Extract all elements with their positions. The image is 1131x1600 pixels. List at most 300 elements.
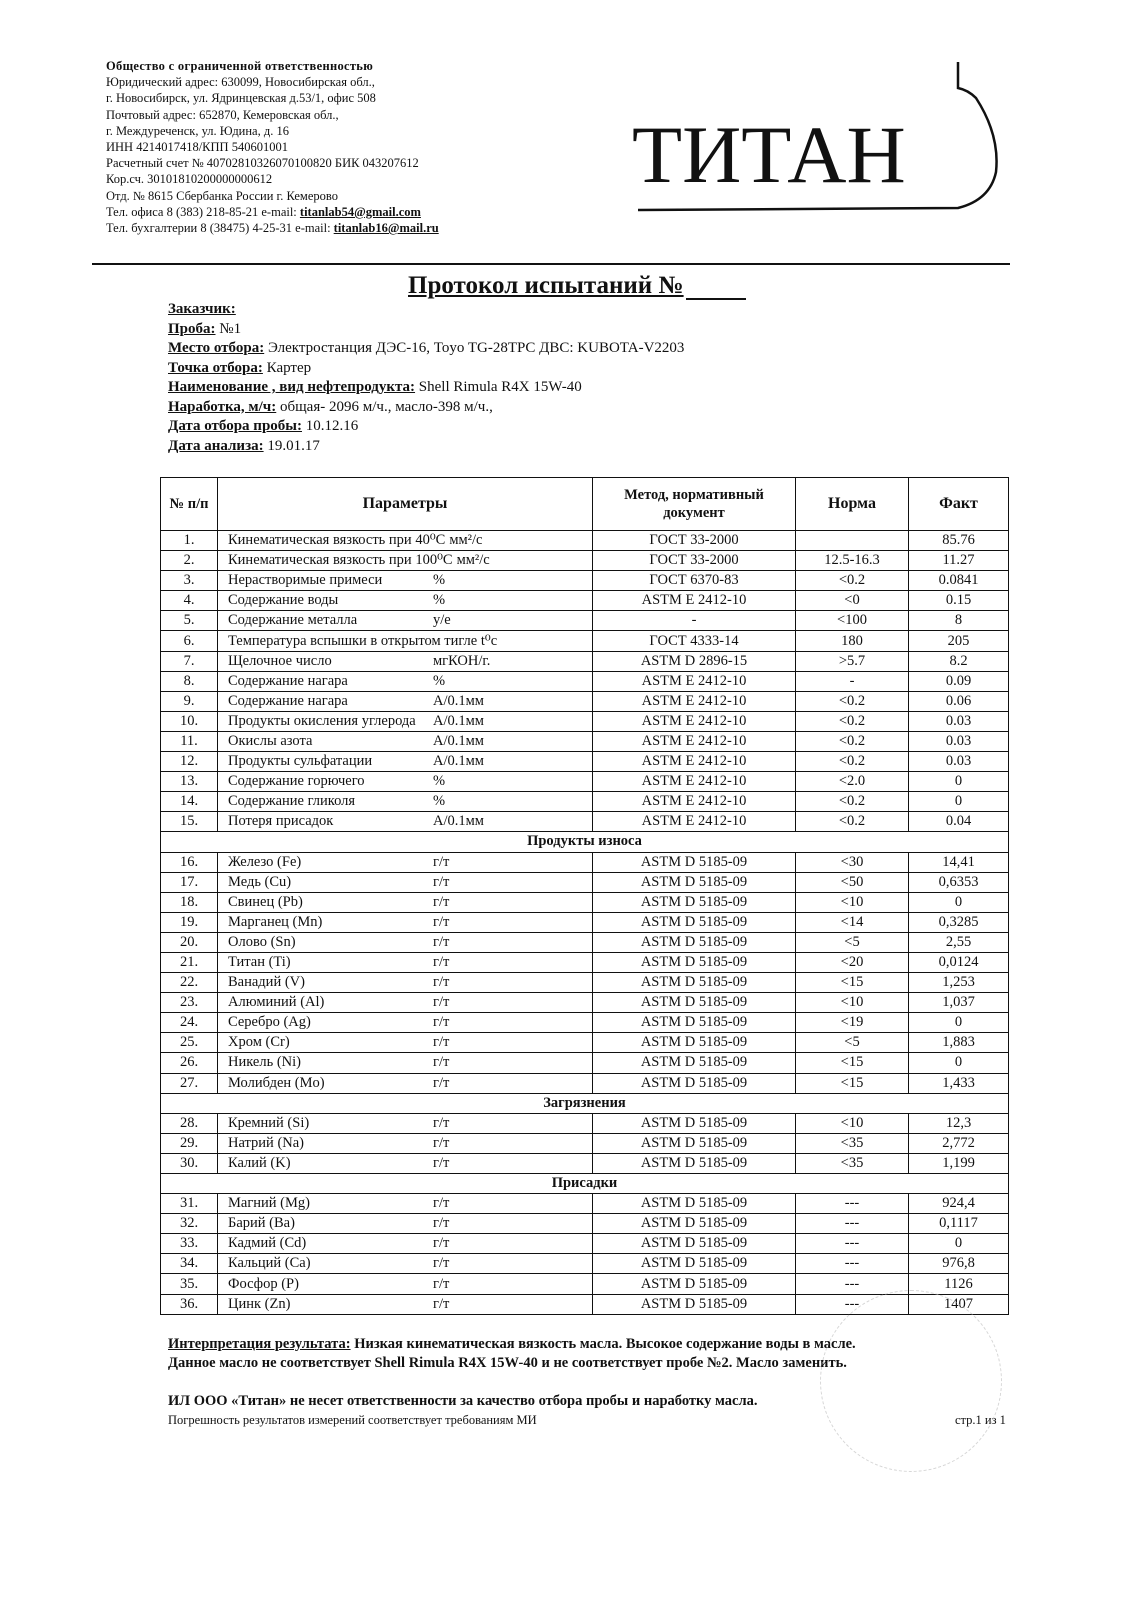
parameter-cell (218, 1073, 593, 1093)
parameter-name: Фосфор (P) (228, 1275, 299, 1292)
row-number: 10. (161, 711, 218, 731)
office-contact (106, 204, 576, 220)
customer-label: Заказчик: (168, 301, 236, 317)
product-value: Shell Rimula R4X 15W-40 (415, 379, 582, 395)
parameter-unit: г/т (433, 1074, 450, 1091)
table-row (161, 752, 1009, 772)
place-line (168, 339, 684, 359)
fact-cell: 924,4 (909, 1194, 1009, 1214)
product-label: Наименование , вид нефтепродукта: (168, 379, 416, 395)
norm-cell: <0.2 (796, 731, 909, 751)
row-number: 9. (161, 691, 218, 711)
row-number: 12. (161, 752, 218, 772)
row-number: 26. (161, 1053, 218, 1073)
parameter-name: Молибден (Mo) (228, 1074, 325, 1091)
row-number: 4. (161, 591, 218, 611)
parameter-name: Свинец (Pb) (228, 893, 303, 910)
parameter-unit: А/0.1мм (433, 712, 484, 729)
company-line: Общество с ограниченной ответственностью (106, 59, 374, 73)
parameter-cell (218, 1234, 593, 1254)
interpretation (168, 1335, 856, 1372)
office-email-link[interactable]: titanlab54@gmail.com (299, 204, 421, 219)
header-num: № п/п (161, 478, 218, 531)
row-number: 7. (161, 651, 218, 671)
row-number: 20. (161, 932, 218, 952)
section-row (161, 832, 1009, 852)
table-row (161, 952, 1009, 972)
parameter-unit: мм²/с (456, 552, 490, 569)
table-header-row (161, 478, 1009, 531)
hours-value: общая- 2096 м/ч., масло-398 м/ч., (276, 398, 493, 415)
parameter-cell (218, 772, 593, 792)
norm-cell: <15 (796, 1053, 909, 1073)
point-label: Точка отбора: (168, 359, 263, 376)
row-number: 36. (161, 1294, 218, 1314)
parameter-name: Барий (Ba) (228, 1215, 295, 1232)
norm-cell: <0.2 (796, 792, 909, 812)
norm-cell: <50 (796, 872, 909, 892)
table-row (161, 531, 1009, 551)
sample-label: Проба: (168, 320, 216, 337)
norm-cell: <14 (796, 912, 909, 932)
table-row (161, 691, 1009, 711)
method-cell: ASTM D 5185-09 (593, 892, 796, 912)
parameter-unit: % (433, 572, 446, 589)
norm-cell: <0.2 (796, 691, 909, 711)
protocol-title-text: Протокол испытаний № (408, 272, 684, 299)
interpretation-label: Интерпретация результата: (168, 1336, 351, 1352)
place-value: Электростанция ДЭС-16, Toyo TG-28TPC ДВС: KUBOTA-V2203 (264, 340, 685, 356)
parameter-unit: А/0.1мм (433, 692, 484, 709)
parameter-cell (218, 1153, 593, 1173)
method-cell: ASTM D 5185-09 (593, 993, 796, 1013)
fact-cell: 1,199 (909, 1153, 1009, 1173)
norm-cell: <2.0 (796, 772, 909, 792)
parameter-cell (218, 1254, 593, 1274)
norm-cell: <5 (796, 1033, 909, 1053)
method-cell: ГОСТ 6370-83 (593, 571, 796, 591)
table-row (161, 1234, 1009, 1254)
parameter-cell (218, 993, 593, 1013)
norm-cell: --- (796, 1214, 909, 1234)
table-row (161, 671, 1009, 691)
table-row (161, 772, 1009, 792)
method-cell: ASTM E 2412-10 (593, 772, 796, 792)
row-number: 33. (161, 1234, 218, 1254)
table-row (161, 872, 1009, 892)
norm-cell: <30 (796, 852, 909, 872)
method-cell: ASTM D 5185-09 (593, 1133, 796, 1153)
parameter-cell (218, 1194, 593, 1214)
fact-cell: 85.76 (909, 531, 1009, 551)
row-number: 15. (161, 812, 218, 832)
parameter-cell (218, 651, 593, 671)
row-number: 27. (161, 1073, 218, 1093)
stamp-mark (820, 1290, 1002, 1472)
header-params: Параметры (218, 478, 593, 531)
row-number: 25. (161, 1033, 218, 1053)
norm-cell: --- (796, 1234, 909, 1254)
table-row (161, 912, 1009, 932)
section-title: Присадки (161, 1174, 1009, 1194)
method-cell: ASTM E 2412-10 (593, 711, 796, 731)
product-line (168, 378, 684, 398)
parameter-unit: г/т (433, 1154, 450, 1171)
method-cell: ASTM D 5185-09 (593, 1194, 796, 1214)
table-row (161, 651, 1009, 671)
norm-cell: <35 (796, 1153, 909, 1173)
method-cell: ASTM D 5185-09 (593, 852, 796, 872)
row-number: 24. (161, 1013, 218, 1033)
table-row (161, 812, 1009, 832)
section-title: Продукты износа (161, 832, 1009, 852)
method-cell: ASTM E 2412-10 (593, 731, 796, 751)
fact-cell: 1,037 (909, 993, 1009, 1013)
parameter-name: Кремний (Si) (228, 1114, 310, 1131)
parameter-cell (218, 551, 593, 571)
method-cell: ASTM D 2896-15 (593, 651, 796, 671)
parameter-unit: % (433, 672, 446, 689)
parameter-cell (218, 691, 593, 711)
accounting-email-link[interactable]: titanlab16@mail.ru (333, 221, 439, 236)
titan-logo-graphic (628, 60, 1028, 220)
norm-cell: --- (796, 1194, 909, 1214)
table-row (161, 551, 1009, 571)
analysis-date-line (168, 437, 684, 457)
header-method: Метод, нормативный документ (593, 478, 796, 531)
protocol-number-blank (686, 298, 746, 300)
sampling-date-line (168, 417, 684, 437)
row-number: 23. (161, 993, 218, 1013)
fact-cell: 0 (909, 1013, 1009, 1033)
header-norm: Норма (796, 478, 909, 531)
company-line: Кор.сч. 30101810200000000612 (106, 172, 273, 187)
fact-cell: 8 (909, 611, 1009, 631)
method-cell: ASTM D 5185-09 (593, 1073, 796, 1093)
parameter-unit: г/т (433, 974, 450, 991)
table-row (161, 993, 1009, 1013)
office-phone: Тел. офиса 8 (383) 218-85-21 e-mail: (106, 204, 300, 219)
norm-cell: - (796, 671, 909, 691)
parameter-name: Содержание нагара (228, 692, 348, 709)
norm-cell: <10 (796, 892, 909, 912)
table-row (161, 611, 1009, 631)
parameter-cell (218, 731, 593, 751)
row-number: 29. (161, 1133, 218, 1153)
company-line: ИНН 4214017418/КПП 540601001 (106, 140, 288, 155)
parameter-unit: мгКОН/г. (433, 652, 491, 669)
parameter-cell (218, 1113, 593, 1133)
fact-cell: 0.09 (909, 671, 1009, 691)
page-number: стр.1 из 1 (955, 1413, 1006, 1427)
fact-cell: 2,55 (909, 932, 1009, 952)
method-cell: ASTM E 2412-10 (593, 691, 796, 711)
row-number: 35. (161, 1274, 218, 1294)
row-number: 17. (161, 872, 218, 892)
parameter-unit: А/0.1мм (433, 813, 484, 830)
sample-value: №1 (215, 320, 242, 337)
parameter-name: Олово (Sn) (228, 933, 296, 950)
parameter-cell (218, 711, 593, 731)
header-fact: Факт (909, 478, 1009, 531)
norm-cell: <0.2 (796, 812, 909, 832)
norm-cell: <15 (796, 973, 909, 993)
parameter-cell (218, 1133, 593, 1153)
parameter-name: Медь (Cu) (228, 873, 292, 890)
parameter-name: Щелочное число (228, 652, 332, 669)
accuracy-note: Погрешность результатов измерений соответствует требованиям МИ (168, 1413, 537, 1427)
fact-cell: 0 (909, 1234, 1009, 1254)
parameter-cell (218, 872, 593, 892)
method-cell: ASTM D 5185-09 (593, 872, 796, 892)
interpretation-line-2: Данное масло не соответствует Shell Rimula R4X 15W-40 и не соответствует пробе №2. Масло заменить. (168, 1354, 847, 1371)
fact-cell: 0,0124 (909, 952, 1009, 972)
norm-cell: --- (796, 1274, 909, 1294)
results-table (160, 477, 1009, 1315)
fact-cell: 0.04 (909, 812, 1009, 832)
norm-cell: <5 (796, 932, 909, 952)
norm-cell: <0.2 (796, 711, 909, 731)
parameter-name: Титан (Ti) (228, 954, 291, 971)
parameter-name: Хром (Cr) (228, 1034, 290, 1051)
titan-logo (628, 60, 1028, 220)
interpretation-line-1 (168, 1335, 856, 1354)
parameter-unit: г/т (433, 954, 450, 971)
norm-cell: <20 (796, 952, 909, 972)
parameter-cell (218, 1274, 593, 1294)
parameter-cell (218, 752, 593, 772)
protocol-title (408, 272, 746, 300)
parameter-cell (218, 1033, 593, 1053)
fact-cell: 0 (909, 792, 1009, 812)
company-details (106, 58, 576, 236)
parameter-name: Содержание нагара (228, 672, 348, 689)
parameter-unit: г/т (433, 933, 450, 950)
fact-cell: 0 (909, 892, 1009, 912)
fact-cell: 0.03 (909, 752, 1009, 772)
hours-label: Наработка, м/ч: (168, 398, 277, 415)
method-cell: ASTM D 5185-09 (593, 1033, 796, 1053)
customer-line (168, 300, 684, 320)
fact-cell: 1407 (909, 1294, 1009, 1314)
fact-cell: 12,3 (909, 1113, 1009, 1133)
row-number: 6. (161, 631, 218, 651)
norm-cell (796, 531, 909, 551)
method-cell: ASTM D 5185-09 (593, 1153, 796, 1173)
table-row (161, 1194, 1009, 1214)
method-cell: ГОСТ 33-2000 (593, 531, 796, 551)
table-row (161, 631, 1009, 651)
parameter-unit: г/т (433, 893, 450, 910)
method-cell: ASTM D 5185-09 (593, 1013, 796, 1033)
parameter-unit: г/т (433, 1195, 450, 1212)
table-row (161, 1013, 1009, 1033)
fact-cell: 976,8 (909, 1254, 1009, 1274)
company-line: г. Новосибирск, ул. Ядринцевская д.53/1, офис 508 (106, 91, 376, 106)
parameter-cell (218, 912, 593, 932)
parameter-name: Калий (K) (228, 1154, 291, 1171)
parameter-unit: г/т (433, 1215, 450, 1232)
parameter-cell (218, 812, 593, 832)
norm-cell: <35 (796, 1133, 909, 1153)
table-row (161, 711, 1009, 731)
parameter-unit: г/т (433, 1235, 450, 1252)
parameter-name: Окислы азота (228, 732, 313, 749)
parameter-unit: % (433, 773, 446, 790)
row-number: 5. (161, 611, 218, 631)
table-row (161, 1033, 1009, 1053)
row-number: 11. (161, 731, 218, 751)
norm-cell: <0 (796, 591, 909, 611)
fact-cell: 11.27 (909, 551, 1009, 571)
row-number: 16. (161, 852, 218, 872)
parameter-name: Продукты окисления углерода (228, 712, 416, 729)
sample-line (168, 320, 684, 340)
analysis-date-value: 19.01.17 (263, 437, 320, 454)
table-row (161, 792, 1009, 812)
row-number: 31. (161, 1194, 218, 1214)
fact-cell: 0 (909, 772, 1009, 792)
parameter-unit: г/т (433, 1054, 450, 1071)
table-row (161, 1214, 1009, 1234)
fact-cell: 205 (909, 631, 1009, 651)
parameter-cell (218, 571, 593, 591)
table-row (161, 571, 1009, 591)
parameter-unit: % (433, 592, 446, 609)
parameter-name: Цинк (Zn) (228, 1295, 291, 1312)
header-divider (92, 263, 1010, 265)
fact-cell: 0.0841 (909, 571, 1009, 591)
parameter-name: Железо (Fe) (228, 853, 302, 870)
norm-cell: <19 (796, 1013, 909, 1033)
parameter-unit: г/т (433, 1034, 450, 1051)
parameter-name: Кальций (Ca) (228, 1255, 311, 1272)
row-number: 14. (161, 792, 218, 812)
parameter-cell (218, 973, 593, 993)
hours-line (168, 398, 684, 418)
accounting-phone: Тел. бухгалтерии 8 (38475) 4-25-31 e-mail: (106, 221, 334, 236)
parameter-unit: г/т (433, 1134, 450, 1151)
method-cell: ASTM E 2412-10 (593, 591, 796, 611)
parameter-unit: г/т (433, 1114, 450, 1131)
fact-cell: 8.2 (909, 651, 1009, 671)
table-row (161, 932, 1009, 952)
fact-cell: 0.03 (909, 711, 1009, 731)
method-cell: ASTM E 2412-10 (593, 752, 796, 772)
parameter-cell (218, 1294, 593, 1314)
parameter-unit: % (433, 793, 446, 810)
parameter-name: Магний (Mg) (228, 1195, 310, 1212)
parameter-name: Алюминий (Al) (228, 994, 325, 1011)
fact-cell: 1,253 (909, 973, 1009, 993)
fact-cell: 0.15 (909, 591, 1009, 611)
parameter-name: Содержание металла (228, 612, 358, 629)
parameter-cell (218, 591, 593, 611)
fact-cell: 0,3285 (909, 912, 1009, 932)
parameter-name: Серебро (Ag) (228, 1014, 311, 1031)
row-number: 18. (161, 892, 218, 912)
disclaimer: ИЛ ООО «Титан» не несет ответственности за качество отбора пробы и наработку масла. (168, 1393, 758, 1409)
norm-cell: --- (796, 1294, 909, 1314)
method-cell: ASTM D 5185-09 (593, 1214, 796, 1234)
row-number: 21. (161, 952, 218, 972)
sampling-date-label: Дата отбора пробы: (168, 418, 302, 434)
fact-cell: 1,883 (909, 1033, 1009, 1053)
fact-cell: 0 (909, 1053, 1009, 1073)
section-title: Загрязнения (161, 1093, 1009, 1113)
method-cell: ASTM D 5185-09 (593, 973, 796, 993)
parameter-name: Никель (Ni) (228, 1054, 301, 1071)
parameter-cell (218, 1013, 593, 1033)
parameter-unit: А/0.1мм (433, 732, 484, 749)
interpretation-text-1: Низкая кинематическая вязкость масла. Высокое содержание воды в масле. (350, 1336, 856, 1352)
row-number: 3. (161, 571, 218, 591)
method-cell: ASTM D 5185-09 (593, 912, 796, 932)
fact-cell: 14,41 (909, 852, 1009, 872)
parameter-cell (218, 1214, 593, 1234)
method-cell: ASTM D 5185-09 (593, 1274, 796, 1294)
norm-cell: <10 (796, 1113, 909, 1133)
parameter-unit: г/т (433, 1014, 450, 1031)
table-row (161, 1274, 1009, 1294)
norm-cell: --- (796, 1254, 909, 1274)
table-row (161, 1133, 1009, 1153)
sample-info (168, 300, 684, 456)
parameter-unit: г/т (433, 853, 450, 870)
parameter-name: Кинематическая вязкость при 40⁰С (228, 532, 446, 549)
method-cell: ASTM E 2412-10 (593, 812, 796, 832)
parameter-unit: А/0.1мм (433, 753, 484, 770)
method-cell: ASTM D 5185-09 (593, 1294, 796, 1314)
parameter-name: Содержание горючего (228, 773, 365, 790)
parameter-unit: г/т (433, 994, 450, 1011)
table-row (161, 1254, 1009, 1274)
table-row (161, 1113, 1009, 1133)
fact-cell: 1126 (909, 1274, 1009, 1294)
norm-cell: <100 (796, 611, 909, 631)
method-cell: ASTM D 5185-09 (593, 1234, 796, 1254)
fact-cell: 0,6353 (909, 872, 1009, 892)
method-cell: ASTM D 5185-09 (593, 1113, 796, 1133)
parameter-cell (218, 852, 593, 872)
analysis-date-label: Дата анализа: (168, 437, 264, 454)
method-cell: ASTM D 5185-09 (593, 932, 796, 952)
logo-text: ТИТАН (632, 109, 906, 200)
table-row (161, 1053, 1009, 1073)
company-line: Отд. № 8615 Сбербанка России г. Кемерово (106, 188, 338, 203)
row-number: 19. (161, 912, 218, 932)
table-row (161, 1073, 1009, 1093)
parameter-name: Потеря присадок (228, 813, 334, 830)
parameter-unit: г/т (433, 1255, 450, 1272)
fact-cell: 1,433 (909, 1073, 1009, 1093)
method-cell: ГОСТ 4333-14 (593, 631, 796, 651)
row-number: 32. (161, 1214, 218, 1234)
row-number: 13. (161, 772, 218, 792)
parameter-name: Нерастворимые примеси (228, 572, 383, 589)
norm-cell: <10 (796, 993, 909, 1013)
parameter-name: Кинематическая вязкость при 100⁰С (228, 552, 453, 569)
parameter-name: Продукты сульфатации (228, 753, 373, 770)
norm-cell: <15 (796, 1073, 909, 1093)
point-line (168, 359, 684, 379)
fact-cell: 2,772 (909, 1133, 1009, 1153)
parameter-name: Температура вспышки в открытом тигле t⁰c (228, 632, 498, 649)
method-cell: ASTM E 2412-10 (593, 792, 796, 812)
parameter-unit: г/т (433, 873, 450, 890)
company-line: Расчетный счет № 40702810326070100820 БИК 043207612 (106, 156, 419, 171)
norm-cell: 12.5-16.3 (796, 551, 909, 571)
